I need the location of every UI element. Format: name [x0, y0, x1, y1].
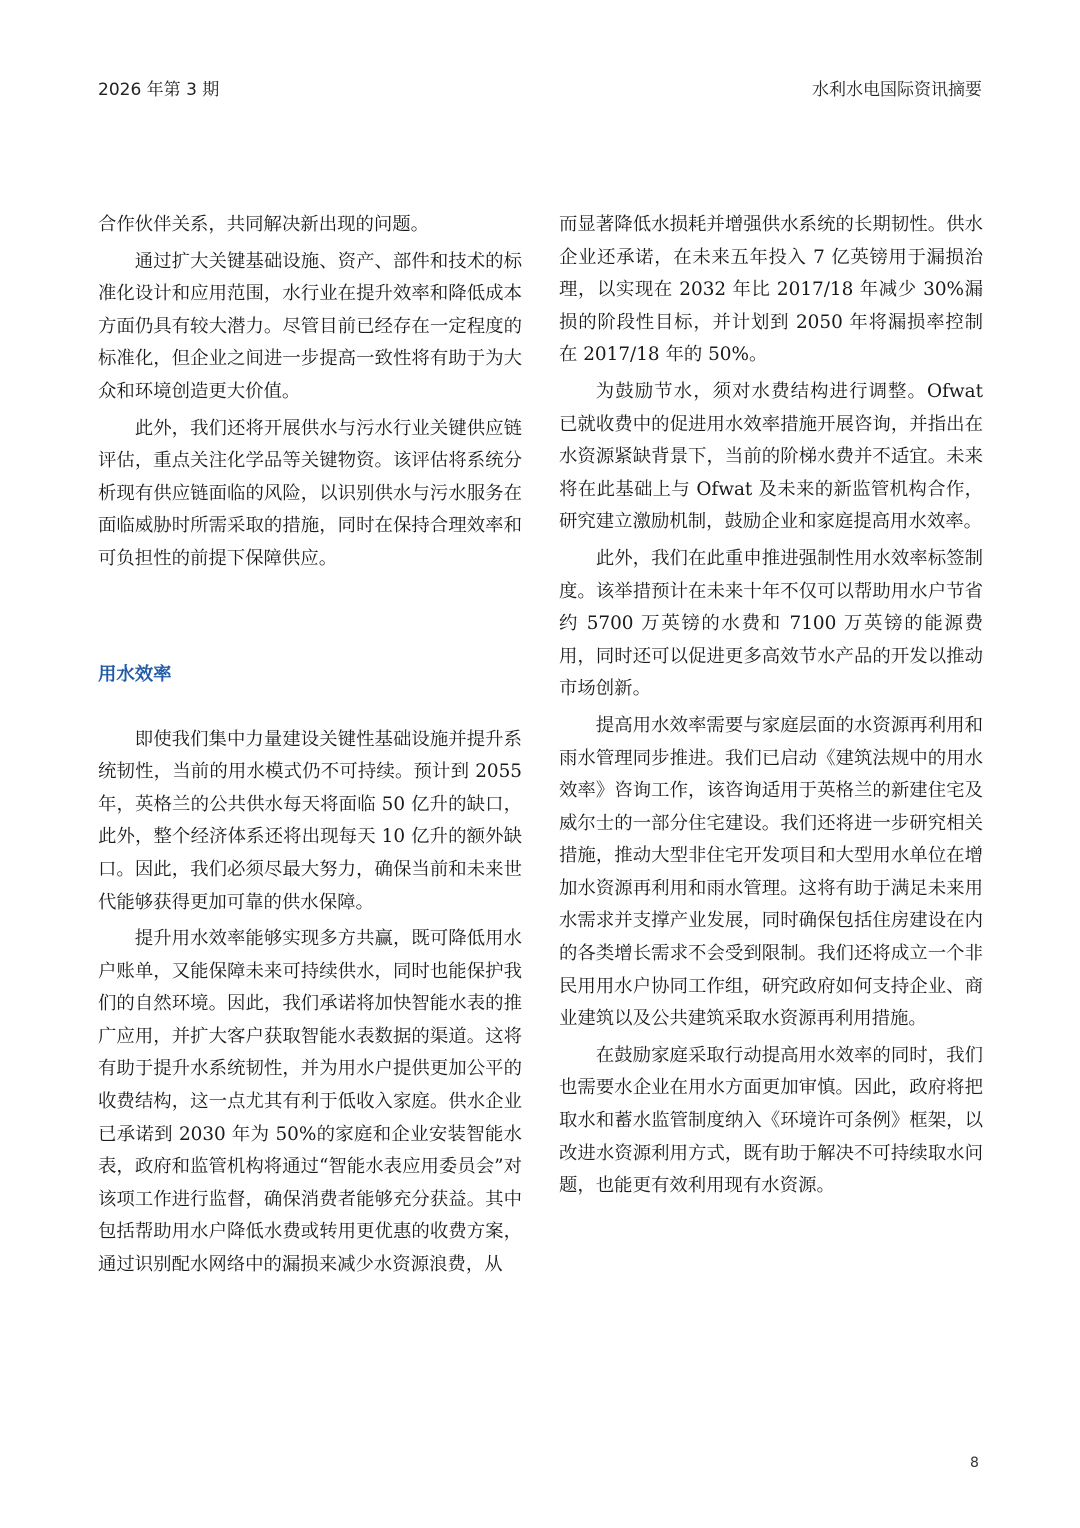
page-header [98, 78, 982, 104]
paragraph: 为鼓励节水，须对水费结构进行调整。Ofwat 已就收费中的促进用水效率措施开展咨询，并指出在水资源紧缺背景下，当前的阶梯水费并不适宜。未来将在此基础上与 Ofwat 及未来的新监管机构合作，研究建立激励机制，鼓励企业和家庭提高用水效率。 [559, 380, 983, 533]
paragraph: 而显著降低水损耗并增强供水系统的长期韧性。供水企业还承诺，在未来五年投入 7 亿英镑用于漏损治理，以实现在 2032 年比 2017/18 年减少 30%漏损的阶段性目标，并计划到 2050 年将漏损率控制在 2017/18 年的 50%。 [559, 214, 983, 366]
left-column [98, 209, 522, 1286]
paragraph: 提高用水效率需要与家庭层面的水资源再利用和雨水管理同步推进。我们已启动《建筑法规中的用水效率》咨询工作，该咨询适用于英格兰的新建住宅及威尔士的一部分住宅建设。我们还将进一步研究相关措施，推动大型非住宅开发项目和大型用水单位在增加水资源再利用和雨水管理。这将有助于满足未来用水需求并支撑产业发展，同时确保包括住房建设在内的各类增长需求不会受到限制。我们还将成立一个非民用用水户协同工作组，研究政府如何支持企业、商业建筑以及公共建筑采取水资源再利用措施。 [559, 714, 983, 1030]
publication-title: 水利水电国际资讯摘要 [812, 80, 982, 100]
issue-label: 2026 年第 3 期 [98, 80, 220, 100]
paragraph: 合作伙伴关系，共同解决新出现的问题。 [98, 214, 430, 235]
section-heading: 用水效率 [98, 663, 172, 685]
paragraph: 即使我们集中力量建设关键性基础设施并提升系统韧性，当前的用水模式仍不可持续。预计到 2055 年，英格兰的公共供水每天将面临 50 亿升的缺口，此外，整个经济体系还将出现每天 10 亿升的额外缺口。因此，我们必须尽最大努力，确保当前和未来世代能够获得更加可靠的供水保障。 [98, 728, 522, 913]
paragraph: 通过扩大关键基础设施、资产、部件和技术的标准化设计和应用范围，水行业在提升效率和降低成本方面仍具有较大潜力。尽管目前已经存在一定程度的标准化，但企业之间进一步提高一致性将有助于为大众和环境创造更大价值。 [98, 250, 522, 402]
paragraph: 此外，我们还将开展供水与污水行业关键供应链评估，重点关注化学品等关键物资。该评估将系统分析现有供应链面临的风险，以识别供水与污水服务在面临威胁时所需采取的措施，同时在保持合理效率和可负担性的前提下保障供应。 [98, 417, 522, 569]
page-number: 8 [970, 1455, 979, 1471]
paragraph: 提升用水效率能够实现多方共赢，既可降低用水户账单，又能保障未来可持续供水，同时也能保护我们的自然环境。因此，我们承诺将加快智能水表的推广应用，并扩大客户获取智能水表数据的渠道。这将有助于提升水系统韧性，并为用水户提供更加公平的收费结构，这一点尤其有利于低收入家庭。供水企业已承诺到 2030 年为 50%的家庭和企业安装智能水表，政府和监管机构将通过“智能水表应用委员会”对该项工作进行监督，确保消费者能够充分获益。其中包括帮助用水户降低水费或转用更优惠的收费方案，通过识别配水网络中的漏损来减少水资源浪费，从 [98, 928, 522, 1276]
right-column [559, 209, 983, 1207]
paragraph: 在鼓励家庭采取行动提高用水效率的同时，我们也需要水企业在用水方面更加审慎。因此，政府将把取水和蓄水监管制度纳入《环境许可条例》框架，以改进水资源利用方式，既有助于解决不可持续取水问题，也能更有效利用现有水资源。 [559, 1044, 983, 1197]
paragraph: 此外，我们在此重申推进强制性用水效率标签制度。该举措预计在未来十年不仅可以帮助用水户节省约 5700 万英镑的水费和 7100 万英镑的能源费用，同时还可以促进更多高效节水产品的开发以推动市场创新。 [559, 547, 983, 700]
